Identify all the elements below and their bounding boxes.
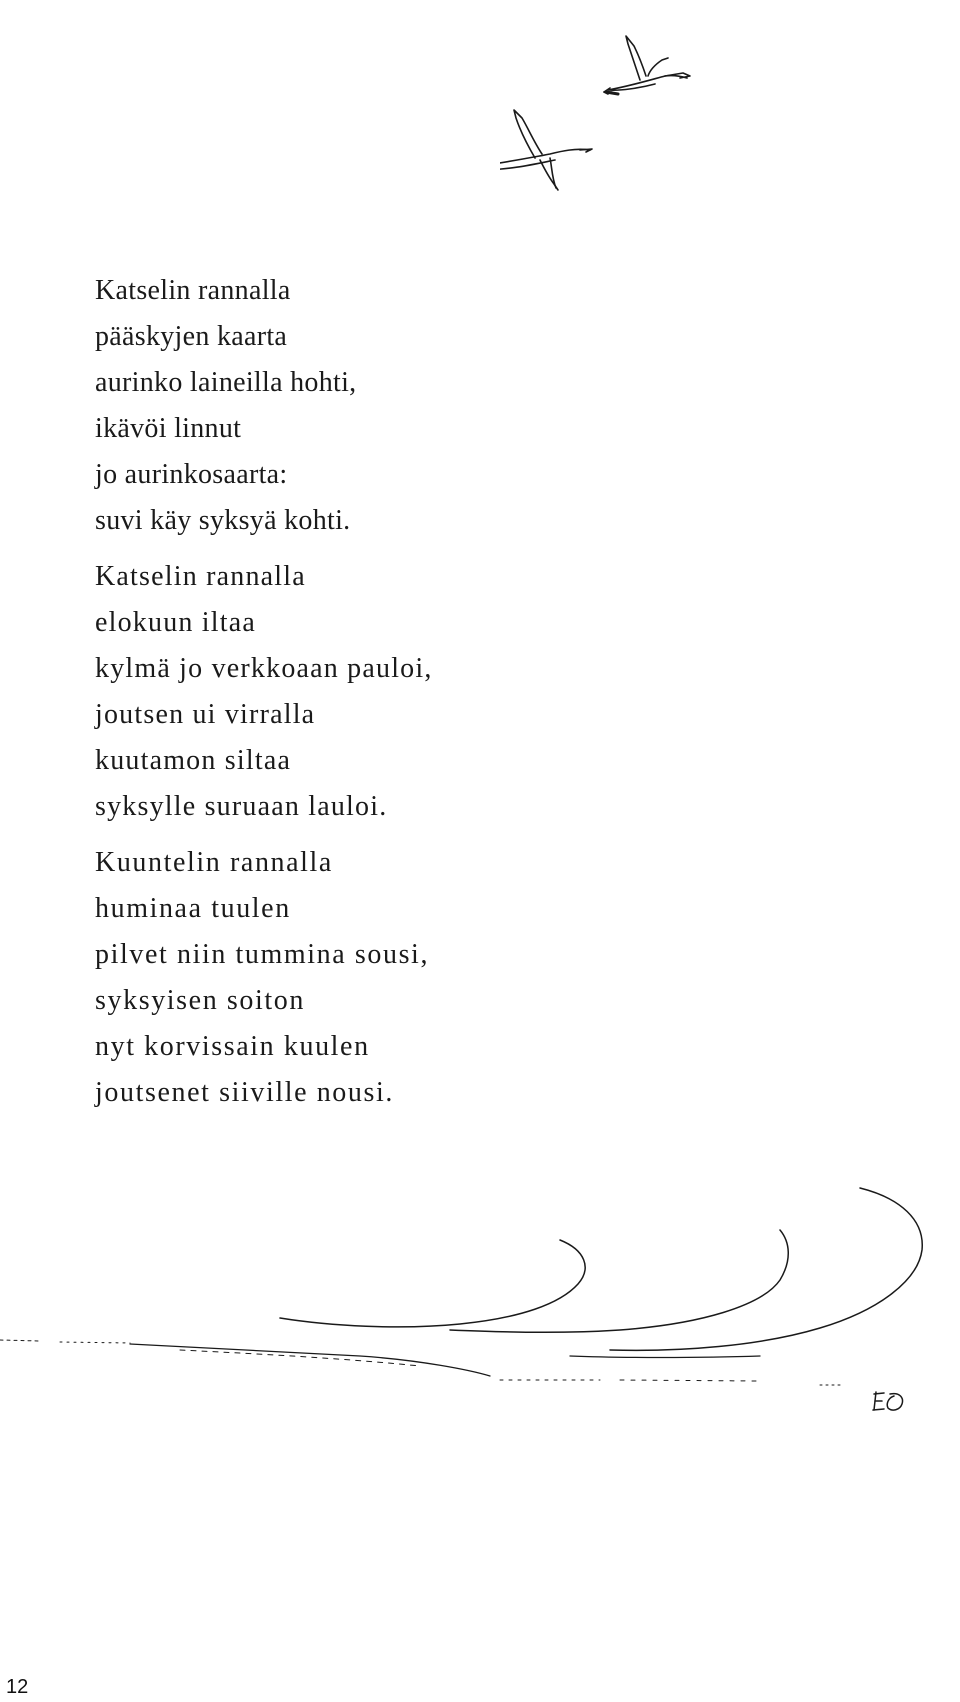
bird-upper-icon [604, 36, 690, 94]
poem [95, 268, 695, 1126]
wave-lines-illustration [0, 1180, 960, 1410]
bird-lower-icon [500, 110, 592, 190]
poem-line: Katselin rannalla [95, 275, 291, 306]
poem-line: Katselin rannalla [95, 561, 306, 592]
stanza-2 [95, 554, 695, 830]
poem-line: huminaa tuulen [95, 893, 291, 924]
poem-line: jo aurinkosaarta: [95, 459, 288, 490]
signature [870, 1388, 910, 1414]
poem-line: suvi käy syksyä kohti. [95, 505, 351, 536]
poem-line: syksylle suruaan lauloi. [95, 791, 388, 822]
poem-line: Kuuntelin rannalla [95, 847, 333, 878]
poem-line: joutsenet siiville nousi. [95, 1077, 394, 1108]
poem-line: nyt korvissain kuulen [95, 1031, 370, 1062]
poem-line: syksyisen soiton [95, 985, 305, 1016]
page-number: 12 [6, 1676, 29, 1698]
stanza-3 [95, 840, 695, 1116]
poem-line: joutsen ui virralla [95, 699, 316, 730]
poem-line: elokuun iltaa [95, 607, 257, 638]
poem-line: aurinko laineilla hohti, [95, 367, 357, 398]
stanza-1 [95, 268, 695, 544]
poem-line: ikävöi linnut [95, 413, 242, 444]
signature-mark-icon [870, 1388, 910, 1414]
poem-line: kylmä jo verkkoaan pauloi, [95, 653, 433, 684]
poem-line: pääskyjen kaarta [95, 321, 288, 352]
flying-birds-illustration [500, 18, 730, 198]
poem-line: kuutamon siltaa [95, 745, 292, 776]
poem-line: pilvet niin tummina sousi, [95, 939, 430, 970]
